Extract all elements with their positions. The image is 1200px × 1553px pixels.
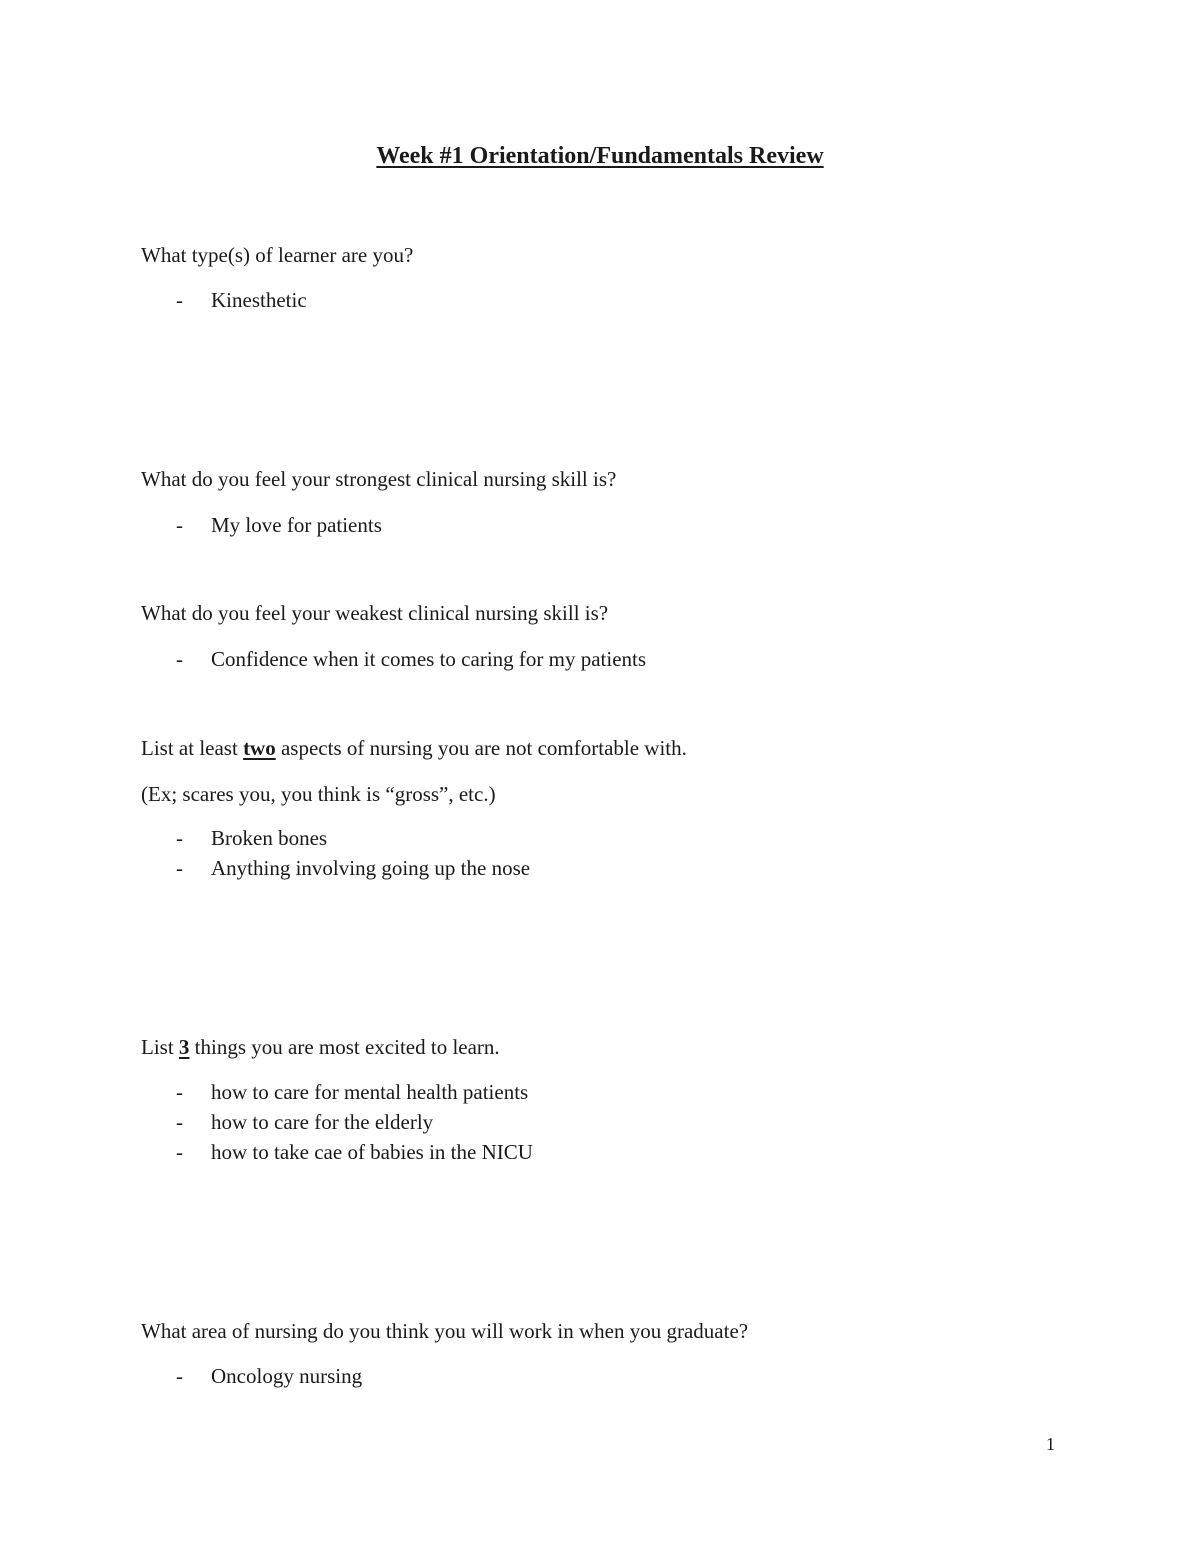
bullet-dash: - xyxy=(176,647,183,671)
page-title: Week #1 Orientation/Fundamentals Review xyxy=(376,143,824,169)
page-number: 1 xyxy=(1046,1434,1055,1454)
question-emphasis: 3 xyxy=(178,1035,190,1059)
answer-text: Kinesthetic xyxy=(211,288,307,312)
answer-text: how to care for the elderly xyxy=(211,1110,434,1134)
bullet-dash: - xyxy=(176,1140,183,1164)
question-text-post: things you are most excited to learn. xyxy=(194,1035,500,1059)
bullet-dash: - xyxy=(176,1364,183,1388)
bullet-dash: - xyxy=(176,1110,183,1134)
bullet-dash: - xyxy=(176,288,183,312)
answer-text: Confidence when it comes to caring for my patients xyxy=(211,647,647,671)
question-text-post: aspects of nursing you are not comfortable with. xyxy=(280,736,687,760)
answer-text: Broken bones xyxy=(211,826,328,850)
question-emphasis: two xyxy=(243,736,276,760)
question-uncomfortable-aspects xyxy=(141,736,687,761)
answer-text: how to take cae of babies in the NICU xyxy=(211,1140,533,1164)
answer-text: how to care for mental health patients xyxy=(211,1080,529,1104)
bullet-dash: - xyxy=(176,1080,183,1104)
answer-text: Oncology nursing xyxy=(211,1364,363,1388)
question-excited-to-learn xyxy=(141,1035,500,1060)
answer-text: My love for patients xyxy=(211,513,382,537)
question-example-note: (Ex; scares you, you think is “gross”, etc.) xyxy=(141,782,496,806)
bullet-dash: - xyxy=(176,826,183,850)
question-strongest-skill: What do you feel your strongest clinical nursing skill is? xyxy=(141,467,617,491)
question-learner-type: What type(s) of learner are you? xyxy=(141,243,414,267)
answer-text: Anything involving going up the nose xyxy=(211,856,531,880)
bullet-dash: - xyxy=(176,856,183,880)
question-future-area: What area of nursing do you think you will work in when you graduate? xyxy=(141,1319,749,1343)
bullet-dash: - xyxy=(176,513,183,537)
question-text-pre: List at least xyxy=(141,736,238,760)
question-text-pre: List xyxy=(141,1035,174,1059)
question-weakest-skill: What do you feel your weakest clinical nursing skill is? xyxy=(141,601,609,625)
